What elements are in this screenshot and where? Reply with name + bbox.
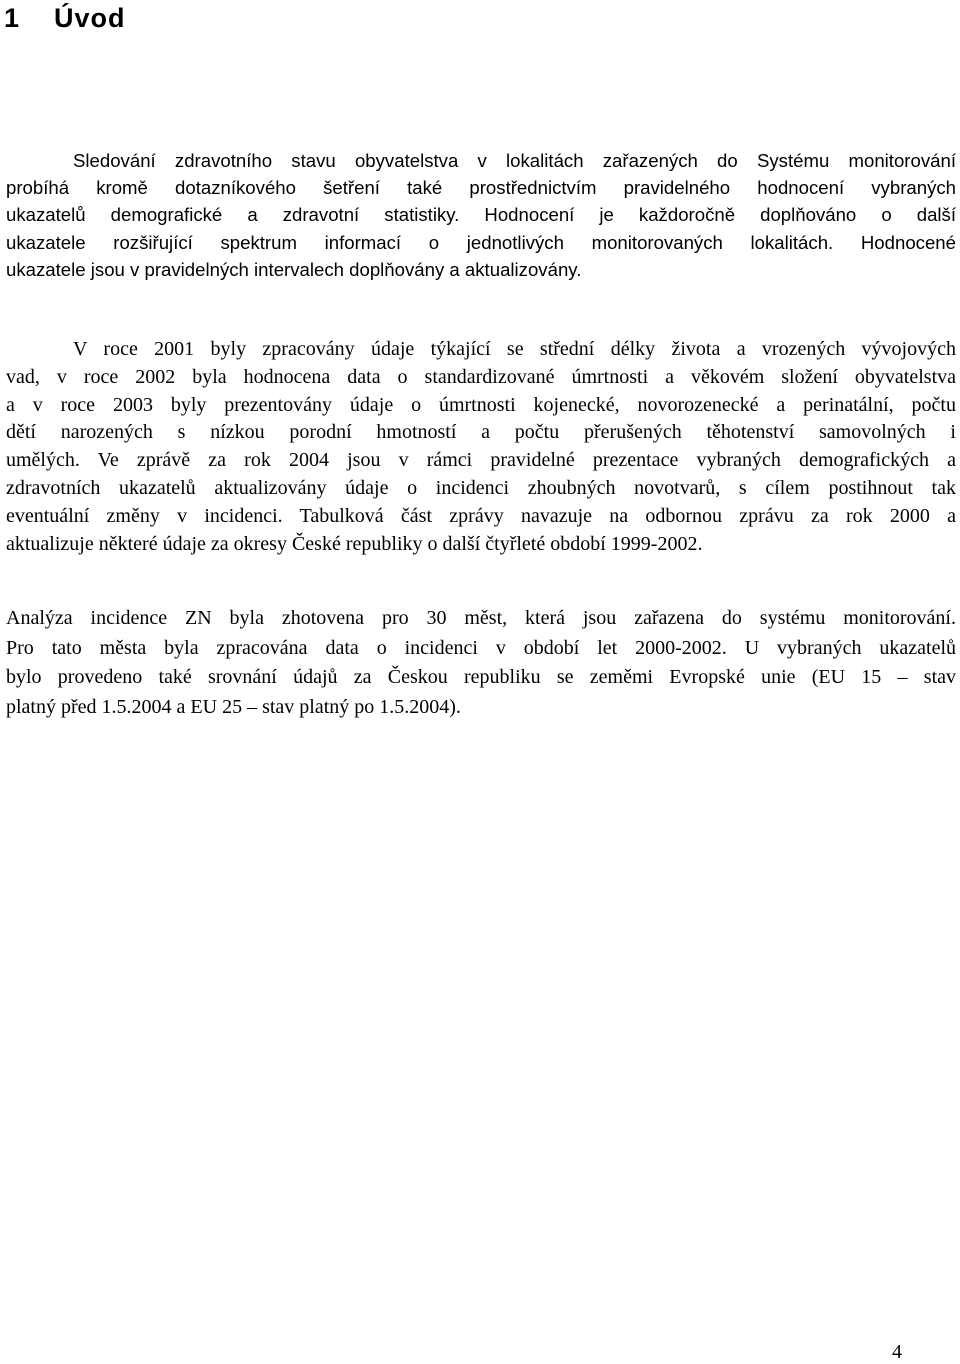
paragraph-incidence-analysis — [6, 604, 956, 722]
paragraph-line: zdravotních ukazatelů aktualizovány údaje o incidenci zhoubných novotvarů, s cílem postihnout tak — [6, 476, 956, 499]
paragraph-line: dětí narozených s nízkou porodní hmotností a počtu přerušených těhotenství samovolných i — [6, 421, 956, 444]
paragraph-line: probíhá kromě dotazníkového šetření také prostřednictvím pravidelného hodnocení vybraných — [6, 177, 956, 199]
paragraph-line: V roce 2001 byly zpracovány údaje týkající se střední délky života a vrozených vývojových — [73, 338, 956, 360]
section-heading — [4, 0, 126, 36]
paragraph-line: aktualizuje některé údaje za okresy České republiky o další čtyřleté období 1999-2002. — [6, 532, 703, 555]
paragraph-line: umělých. Ve zprávě za rok 2004 jsou v rámci pravidelné prezentace vybraných demografických a — [6, 449, 956, 472]
paragraph-line: platný před 1.5.2004 a EU 25 – stav platný po 1.5.2004). — [6, 695, 461, 718]
paragraph-line: ukazatele rozšiřující spektrum informací o jednotlivých monitorovaných lokalitách. Hodnocené — [6, 231, 956, 253]
paragraph-line: ukazatele jsou v pravidelných intervalech doplňovány a aktualizovány. — [6, 258, 582, 280]
paragraph-line: eventuální změny v incidenci. Tabulková část zprávy navazuje na odbornou zprávu za rok 2000 a — [6, 504, 956, 527]
paragraph-monitoring-intro — [6, 147, 956, 283]
paragraph-line: ukazatelů demografické a zdravotní statistiky. Hodnocení je každoročně doplňováno o další — [6, 204, 956, 226]
section-number: 1 — [4, 3, 21, 33]
paragraph-line: vad, v roce 2002 byla hodnocena data o standardizované úmrtnosti a věkovém složení obyvatelstva — [6, 365, 956, 388]
paragraph-line: a v roce 2003 byly prezentovány údaje o úmrtnosti kojenecké, novorozenecké a perinatální, počtu — [6, 393, 956, 416]
paragraph-line: Analýza incidence ZN byla zhotovena pro 30 měst, která jsou zařazena do systému monitorování. — [6, 607, 956, 629]
page-number: 4 — [892, 1341, 902, 1363]
paragraph-line: bylo provedeno také srovnání údajů za Českou republiku se zeměmi Evropské unie (EU 15 – stav — [6, 666, 956, 688]
paragraph-history — [6, 336, 956, 558]
paragraph-line: Sledování zdravotního stavu obyvatelstva v lokalitách zařazených do Systému monitorování — [73, 150, 956, 171]
paragraph-line: Pro tato města byla zpracována data o incidenci v období let 2000-2002. U vybraných ukazatelů — [6, 636, 956, 659]
section-title: Úvod — [54, 3, 126, 33]
